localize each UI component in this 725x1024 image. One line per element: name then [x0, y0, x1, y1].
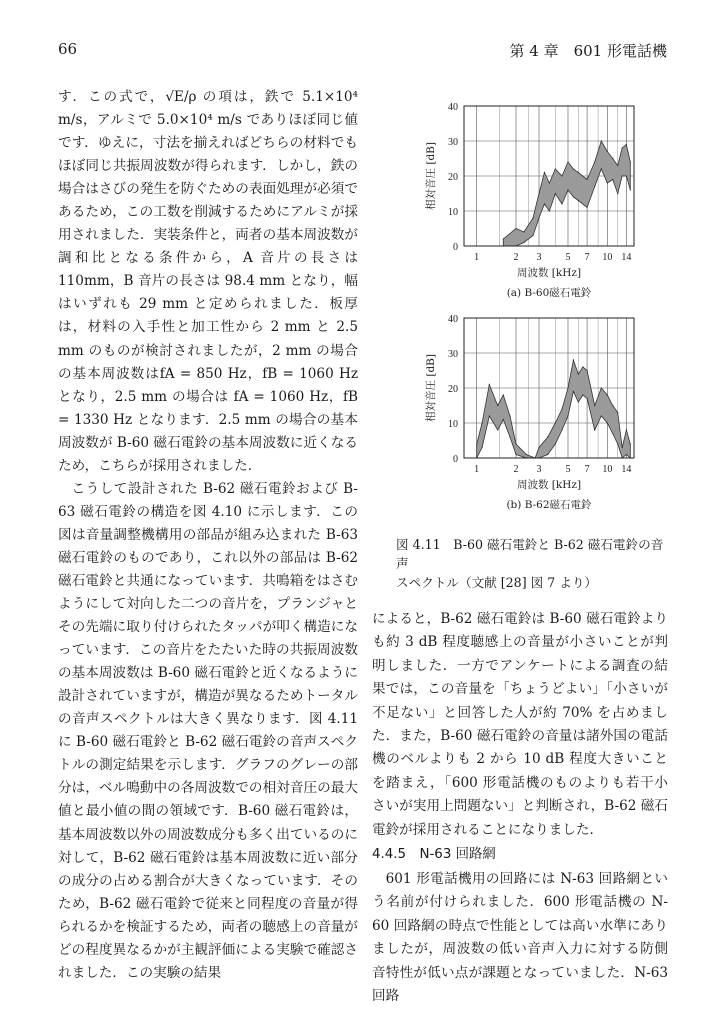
text-line: た，B-60 磁石電鈴の音量は諸外国の電話機のベ [372, 728, 669, 768]
data-point-min [549, 210, 550, 211]
text-line: 石電鈴のものであり，これ以外の部品は B-62 磁 [58, 549, 359, 589]
spectrum-band [503, 141, 630, 246]
data-point-max [601, 140, 602, 141]
text-line: 2.5 mm の場合の基本周波数が B-60 磁石電鈴の [58, 411, 358, 451]
figure-caption-line2: スペクトル（文献 [28] 図 7 より） [396, 575, 598, 590]
text-line: 音圧の最大値と最小値の間の領域です．B-60 磁 [58, 780, 359, 820]
data-point-max [622, 147, 623, 148]
y-tick-label: 30 [448, 137, 458, 148]
page-number: 66 [58, 40, 78, 58]
text-line: トータルの音声スペクトルは大きく異なります． [58, 688, 359, 728]
x-tick-label: 10 [602, 464, 613, 475]
x-tick-label: 1 [474, 252, 480, 263]
data-point-max [622, 447, 623, 448]
data-point-max [617, 412, 618, 413]
y-tick-label: 40 [448, 314, 458, 325]
text-line: 合はさびの発生を防ぐための表面処理が必須で [71, 181, 359, 198]
data-point-max [561, 175, 562, 176]
data-point-min [573, 196, 574, 197]
text-line: れも 29 mm と定められました．板厚は，材料の [58, 296, 359, 336]
data-point-max [612, 158, 613, 159]
text-line: たが，周波数の低い音声入力に対する防側音特 [372, 941, 669, 981]
text-line: によると，B-62 磁石電鈴は B-60 磁石電鈴よりも [372, 611, 668, 651]
data-point-min [489, 415, 490, 416]
data-point-min [538, 217, 539, 218]
data-point-min [503, 419, 504, 420]
data-point-max [555, 168, 556, 169]
text-line: 同じ共振周波数が得られます．しかし，鉄の場 [58, 158, 358, 198]
data-point-min [601, 415, 602, 416]
data-point-max [555, 422, 556, 423]
text-line: す．この式で，√E/ρ の項は，鉄で 5.1×10⁴ m/s， [58, 89, 358, 129]
text-line: 63 磁石電鈴の構造を図 4.10 に示します．この図 [58, 503, 358, 543]
data-point-min [497, 429, 498, 430]
text-line: 採用されました．実装条件と，両者の基本周波 [58, 204, 358, 244]
data-point-max [503, 238, 504, 239]
figure-caption-line1: 図 4.11 B-60 磁石電鈴と B-62 磁石電鈴の音声 [396, 537, 664, 571]
data-point-max [497, 405, 498, 406]
data-point-max [503, 394, 504, 395]
data-point-max [594, 161, 595, 162]
data-point-min [523, 242, 524, 243]
y-tick-label: 20 [448, 172, 458, 183]
y-tick-label: 0 [453, 242, 458, 253]
paragraph-4 [372, 868, 668, 1008]
text-line: 検討されましたが，2 mm の場合の基本周波数は [58, 342, 358, 382]
data-point-max [601, 387, 602, 388]
text-line: 場合は fA = 1060 Hz，fB = 1330 Hz となります． [58, 388, 359, 428]
text-line: れることになりました． [453, 821, 604, 838]
data-point-max [586, 179, 587, 180]
data-point-max [549, 182, 550, 183]
x-tick-label: 2 [513, 464, 519, 475]
data-point-max [523, 231, 524, 232]
text-line: ルよりも 2 から 10 dB 程度大きいことを踏まえ， [372, 751, 668, 791]
text-line: 基本周波数に近くなるため，こちらが採用され [58, 434, 358, 474]
data-point-min [544, 203, 545, 204]
data-point-min [586, 207, 587, 208]
data-point-max [561, 408, 562, 409]
text-line: 約 3 dB 程度聴感上の音量が小さいことが判明し [372, 634, 669, 674]
right-column [372, 608, 668, 1009]
text-line: 名前が付けられました．600 形電話機の N-60 回 [372, 894, 669, 934]
data-point-min [573, 391, 574, 392]
text-line: は，この音量を「ちょうどよい」「小さいが不足 [372, 681, 668, 721]
data-point-max [578, 373, 579, 374]
data-point-min [630, 189, 631, 190]
data-point-max [526, 454, 527, 455]
y-tick-label: 20 [448, 384, 458, 395]
figure-caption [396, 535, 666, 592]
text-line: ゆえに，寸法を揃えればどちらの材料でもほぼ [58, 135, 358, 175]
text-line: fA = 850 Hz，fB = 1060 Hz となり，2.5 mm の [58, 365, 358, 405]
data-point-min [594, 429, 595, 430]
section-heading: 4.4.5 N-63 回路網 [372, 847, 496, 863]
data-point-max [481, 422, 482, 423]
text-line: 「600 形電話機のものよりも若干小さいが実用上 [372, 774, 668, 815]
text-line: ました．一方でアンケートによる調査の結果で [372, 657, 669, 698]
data-point-max [567, 161, 568, 162]
data-point-min [547, 454, 548, 455]
chart-b-svg [404, 308, 644, 523]
data-point-min [626, 175, 627, 176]
data-point-min [515, 454, 516, 455]
data-point-max [538, 193, 539, 194]
text-line: の聴感上の音量がどの程度異なるかが主観評価 [58, 918, 358, 958]
text-line: 図 4.11 に B-60 磁石電鈴と B-62 磁石電鈴の音声 [58, 711, 358, 751]
paragraph-1 [58, 86, 358, 478]
chart-a [404, 96, 644, 311]
data-point-min [594, 186, 595, 187]
data-point-max [515, 443, 516, 444]
data-point-min [607, 422, 608, 423]
x-tick-label: 7 [584, 252, 590, 263]
data-point-min [578, 401, 579, 402]
data-point-min [561, 429, 562, 430]
text-line: 路網の時点で性能としては高い水準にありまし [372, 917, 668, 958]
text-line: こうして設計された B-62 磁石電鈴および B- [71, 480, 358, 497]
data-point-max [594, 405, 595, 406]
data-point-max [538, 447, 539, 448]
x-tick-label: 1 [474, 464, 480, 475]
x-tick-label: 3 [536, 464, 542, 475]
y-axis-label: 相対音圧 [dB] [425, 354, 437, 422]
data-point-min [567, 189, 568, 190]
data-point-min [612, 433, 613, 434]
chart-a-svg [404, 96, 644, 311]
data-point-max [586, 370, 587, 371]
data-point-min [555, 193, 556, 194]
text-line: による実験で確認されました．この実験の結果 [58, 941, 359, 981]
data-point-max [509, 415, 510, 416]
text-line: ています．そのため，B-62 磁石電鈴で従来と同 [58, 872, 359, 912]
x-axis-label: 周波数 [kHz] [516, 479, 582, 491]
data-point-min [561, 203, 562, 204]
x-axis-label: 周波数 [kHz] [516, 267, 582, 279]
text-line: 601 形電話機用の回路には N-63 回路網という [372, 871, 668, 911]
x-tick-label: 2 [513, 252, 519, 263]
text-line: ない」と回答した人が約 70% を占めました．ま [372, 704, 668, 745]
data-point-min [586, 398, 587, 399]
chapter-title: 第 4 章 601 形電話機 [509, 42, 667, 60]
data-point-max [476, 443, 477, 444]
data-point-max [573, 168, 574, 169]
text-line: 数に近い部分の成分の占める割合が大きくなっ [58, 849, 359, 889]
data-point-min [582, 394, 583, 395]
data-point-min [617, 443, 618, 444]
text-line: mm，B 音片の長さは 98.4 mm となり，幅はいず [58, 273, 358, 313]
paragraph-3 [372, 608, 668, 842]
text-line: 石電鈴と共通になっています．共鳴箱をはさむ [71, 572, 359, 589]
text-line: 数が調和比となる条件から，A 音片の長さは 110 [58, 227, 359, 290]
data-point-max [630, 161, 631, 162]
data-point-max [630, 443, 631, 444]
data-point-max [607, 151, 608, 152]
data-point-max [617, 165, 618, 166]
text-line: 程度の音量が得られるかを検証するため，両者 [58, 895, 358, 935]
text-line: レーの部分は，ベル鳴動中の各周波数での相対 [58, 757, 358, 797]
text-line: 性が低い点が課題となっていました．N-63 回路 [372, 964, 668, 1005]
paragraph-2 [58, 478, 358, 985]
chart-title: (b) B-62磁石電鈴 [506, 499, 592, 511]
chart-b [404, 308, 644, 523]
data-point-max [626, 429, 627, 430]
y-tick-label: 0 [453, 454, 458, 465]
y-tick-label: 10 [448, 207, 458, 218]
data-point-max [578, 172, 579, 173]
data-point-min [578, 200, 579, 201]
data-point-min [607, 182, 608, 183]
text-line: ようにして対向した二つの音片を，プランジャ [58, 596, 345, 613]
data-point-min [626, 454, 627, 455]
data-point-min [567, 415, 568, 416]
left-column [58, 86, 358, 985]
data-point-max [612, 405, 613, 406]
text-line: アルミで 5.0×10⁴ m/s でありほぼ同じ値です． [58, 112, 359, 152]
y-tick-label: 10 [448, 419, 458, 430]
x-tick-label: 7 [584, 464, 590, 475]
data-point-min [481, 447, 482, 448]
text-line: 問題ない」と判断され，B-62 磁石電鈴が採用さ [372, 798, 668, 838]
data-point-max [607, 394, 608, 395]
x-tick-label: 10 [602, 252, 613, 263]
data-point-min [622, 175, 623, 176]
text-line: あるため，この工数を削減するためにアルミが [58, 204, 345, 221]
text-line: 周波数の基本周波数は B-60 磁石電鈴と近くなる [58, 642, 358, 682]
x-tick-label: 14 [621, 252, 632, 263]
data-point-max [515, 228, 516, 229]
text-line: ように設計されていますが，構造が異なるため [58, 665, 358, 705]
x-tick-label: 3 [536, 252, 542, 263]
text-line: スペクトルの測定結果を示します．グラフのグ [58, 734, 358, 774]
text-line: ました． [207, 457, 262, 474]
text-line: とその先端に取り付けられたタッパが叩く構造 [58, 596, 358, 636]
data-point-max [547, 436, 548, 437]
text-line: 石電鈴は，基本周波数以外の周波数成分も多く [58, 803, 358, 843]
data-point-max [489, 384, 490, 385]
data-point-min [617, 193, 618, 194]
data-point-max [573, 359, 574, 360]
data-point-max [567, 387, 568, 388]
text-line: 入手性と加工性から 2 mm と 2.5 mm のものが [58, 319, 359, 359]
y-tick-label: 30 [448, 349, 458, 360]
y-axis-label: 相対音圧 [dB] [425, 142, 437, 210]
data-point-max [532, 217, 533, 218]
x-tick-label: 5 [565, 252, 571, 263]
data-point-min [601, 168, 602, 169]
chart-title: (a) B-60磁石電鈴 [506, 287, 592, 299]
data-point-max [626, 144, 627, 145]
y-tick-label: 40 [448, 102, 458, 113]
text-line: 出ているのに対して，B-62 磁石電鈴は基本周波 [58, 826, 359, 866]
data-point-max [544, 172, 545, 173]
text-line: になっています．この音片をたたいた時の共振 [58, 619, 359, 659]
data-point-min [555, 443, 556, 444]
x-tick-label: 14 [621, 464, 632, 475]
data-point-max [582, 366, 583, 367]
x-tick-label: 5 [565, 464, 571, 475]
text-line: は音量調整機構用の部品が組み込まれた B-63 磁 [58, 526, 359, 566]
data-point-min [612, 179, 613, 180]
data-point-min [532, 235, 533, 236]
data-point-min [509, 436, 510, 437]
